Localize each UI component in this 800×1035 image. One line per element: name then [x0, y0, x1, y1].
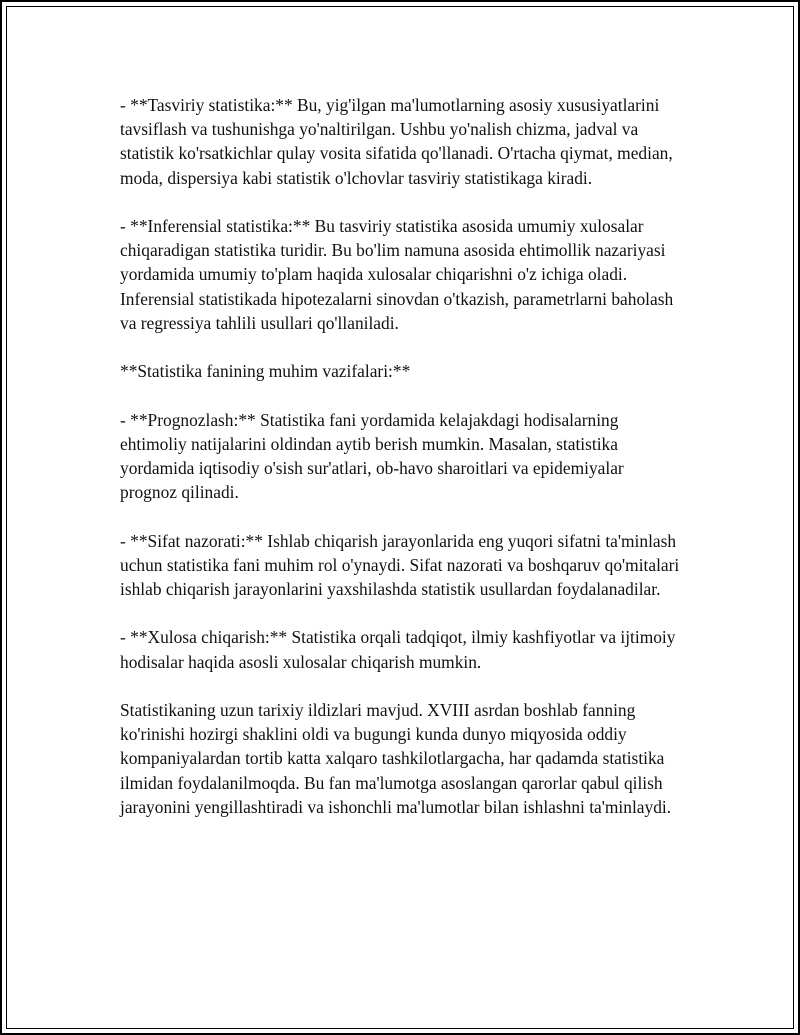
paragraph-drawing-conclusions: - **Xulosa chiqarish:** Statistika orqali tadqiqot, ilmiy kashfiyotlar va ijtimoiy hodisalar haqida asosli xulosalar chiqarish mumkin. [120, 627, 676, 672]
document-body [120, 93, 680, 819]
paragraph-descriptive-statistics: - **Tasviriy statistika:** Bu, yig'ilgan ma'lumotlarning asosiy xususiyatlarini tavsiflash va tushunishga yo'naltirilgan. Ushbu yo'nalish chizma, jadval va statistik ko'rsatkichlar qulay vosita sifatida qo'llanadi. O'rtacha qiymat, median, moda, dispersiya kabi statistik o'lchovlar tasviriy statistikaga kiradi. [120, 95, 673, 188]
paragraph-inferential-statistics: - **Inferensial statistika:** Bu tasviriy statistika asosida umumiy xulosalar chiqaradigan statistika turidir. Bu bo'lim namuna asosida ehtimollik nazariyasi yordamida umumiy to'plam haqida xulosalar chiqarishni o'z ichiga oladi. Inferensial statistikada hipotezalarni sinovdan o'tkazish, parametrlarni baholash va regressiya tahlili usullari qo'llaniladi. [120, 216, 674, 333]
paragraph-history: Statistikaning uzun tarixiy ildizlari mavjud. XVIII asrdan boshlab fanning ko'rinishi hozirgi shaklini oldi va bugungi kunda dunyo miqyosida oddiy kompaniyalardan tortib katta xalqaro tashkilotlargacha, har qadamda statistika ilmidan foydalanilmoqda. Bu fan ma'lumotga asoslangan qarorlar qabul qilish jarayonini yengillashtiradi va ishonchli ma'lumotlar bilan ishlashni ta'minlaydi. [120, 699, 672, 817]
section-heading-tasks: **Statistika fanining muhim vazifalari:** [120, 361, 411, 382]
paragraph-forecasting: - **Prognozlash:** Statistika fani yordamida kelajakdagi hodisalarning ehtimoliy natijalarini oldindan aytib berish mumkin. Masalan, statistika yordamida iqtisodiy o'sish sur'atlari, ob-havo sharoitlari va epidemiyalar prognoz qilinadi. [120, 409, 624, 503]
paragraph-quality-control: - **Sifat nazorati:** Ishlab chiqarish jarayonlarida eng yuqori sifatni ta'minlash uchun statistika fani muhim rol o'ynaydi. Sifat nazorati va boshqaruv qo'mitalari ishlab chiqarish jarayonlarini yaxshilashda statistik usullardan foydalanadilar. [120, 530, 680, 599]
